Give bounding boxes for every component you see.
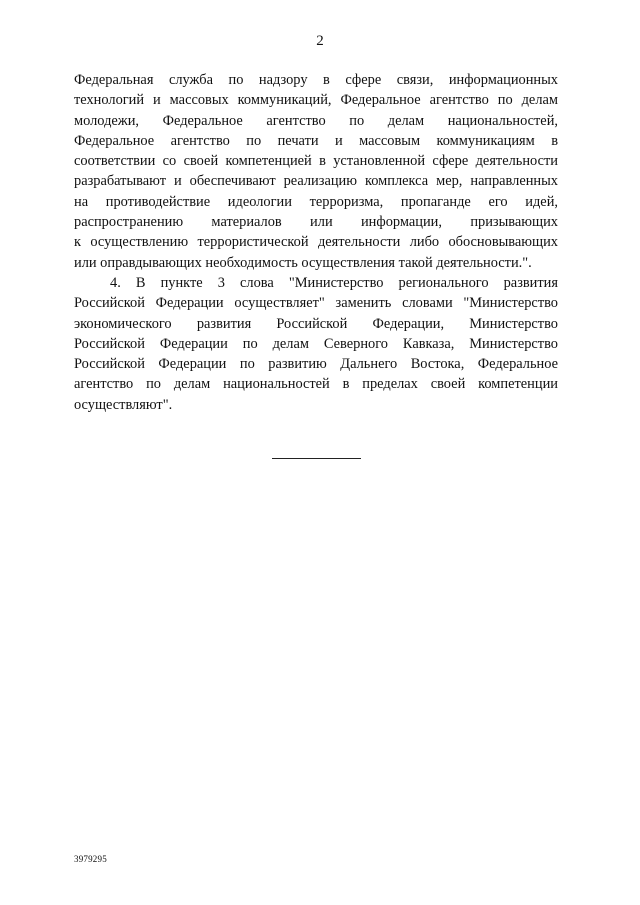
- text-line: Российской Федерации по делам Северного Кавказа, Министерство: [74, 335, 558, 352]
- text-line: молодежи, Федеральное агентство по делам национальностей,: [74, 112, 558, 129]
- section-divider: [272, 458, 361, 459]
- text-line: агентство по делам национальностей в пределах своей компетенции: [74, 376, 558, 393]
- text-line: на противодействие идеологии терроризма, пропаганде его идей,: [74, 193, 558, 210]
- text-line: Российской Федерации осуществляет" заменить словами "Министерство: [74, 295, 558, 312]
- text-line: к осуществлению террористической деятельности либо обосновывающих: [74, 234, 558, 251]
- page-number: 2: [316, 33, 324, 49]
- text-line: экономического развития Российской Федерации, Министерство: [74, 315, 558, 332]
- paragraph-2: [74, 273, 558, 415]
- document-code: 3979295: [74, 854, 107, 864]
- text-line: осуществляют".: [74, 396, 173, 413]
- text-line: Российской Федерации по развитию Дальнего Востока, Федеральное: [74, 356, 558, 373]
- text-line: технологий и массовых коммуникаций, Федеральное агентство по делам: [74, 92, 558, 109]
- text-line: 4. В пункте 3 слова "Министерство регионального развития: [110, 274, 558, 291]
- text-line: Федеральная служба по надзору в сфере связи, информационных: [74, 72, 558, 88]
- text-line: разрабатывают и обеспечивают реализацию комплекса мер, направленных: [74, 173, 558, 190]
- document-body: [74, 70, 558, 415]
- text-line: или оправдывающих необходимость осуществления такой деятельности.".: [74, 254, 532, 271]
- text-line: соответствии со своей компетенцией в установленной сфере деятельности: [74, 153, 558, 170]
- paragraph-1: [74, 70, 558, 273]
- text-line: Федеральное агентство по печати и массовым коммуникациям в: [74, 132, 558, 149]
- text-line: распространению материалов или информации, призывающих: [74, 214, 558, 231]
